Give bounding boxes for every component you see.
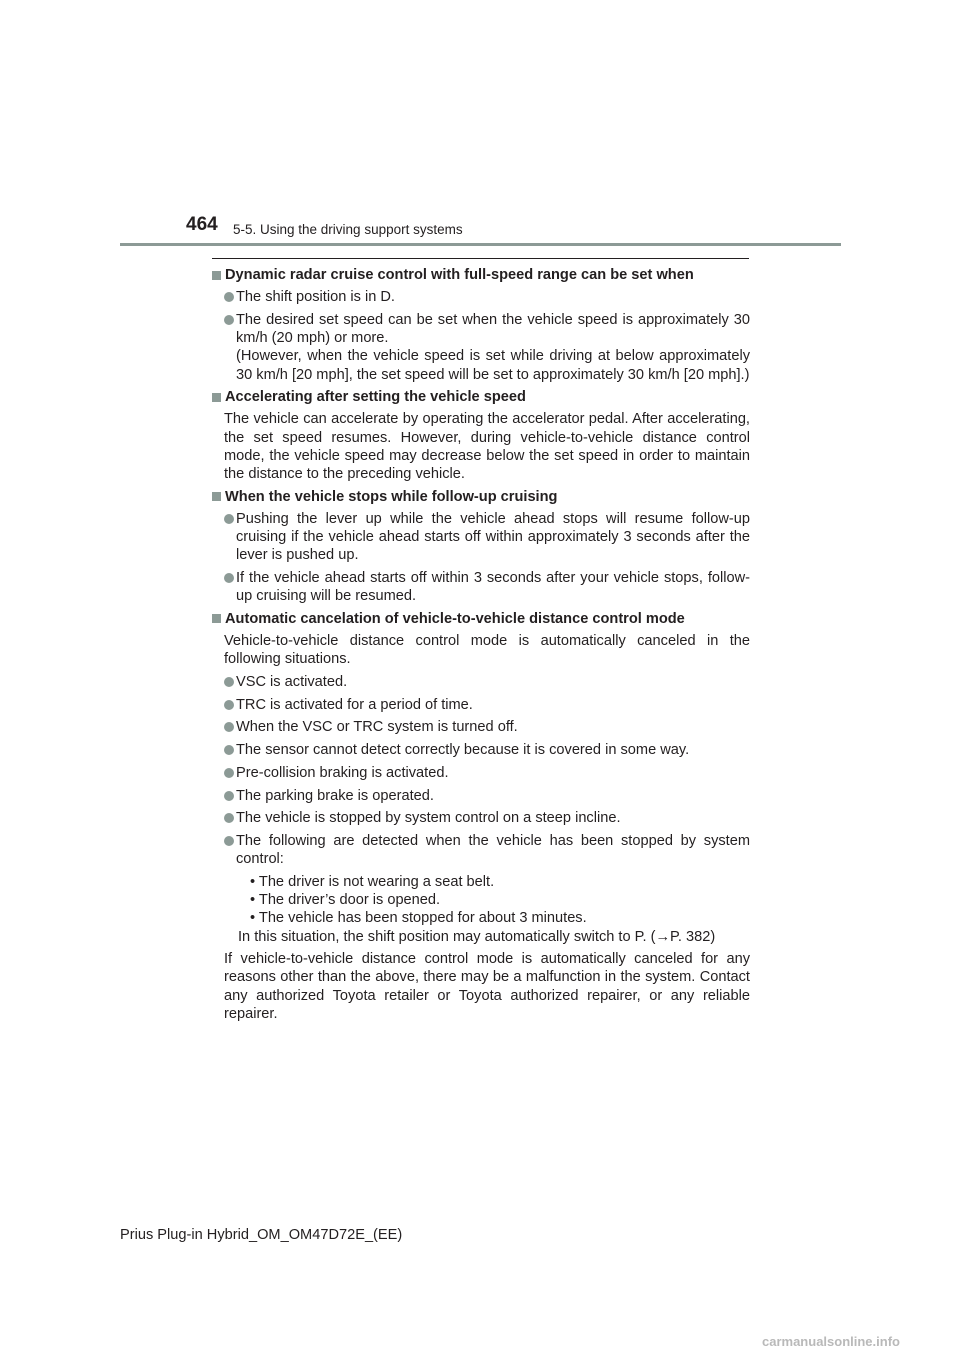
footer-doc-id: Prius Plug-in Hybrid_OM_OM47D72E_(EE) (120, 1227, 403, 1243)
circle-bullet-icon (224, 836, 234, 846)
section-heading: Dynamic radar cruise control with full-speed range can be set when (212, 266, 750, 284)
list-item: The parking brake is operated. (212, 787, 750, 805)
list-item: TRC is activated for a period of time. (212, 696, 750, 714)
section-heading: Accelerating after setting the vehicle speed (212, 388, 750, 406)
square-bullet-icon (212, 393, 221, 402)
list-item: When the VSC or TRC system is turned off. (212, 718, 750, 736)
circle-bullet-icon (224, 768, 234, 778)
list-item: The following are detected when the vehicle has been stopped by system control: (212, 832, 750, 868)
sub-list-item: • The driver is not wearing a seat belt. (250, 873, 495, 890)
header-rule (120, 243, 841, 246)
paragraph: Vehicle-to-vehicle distance control mode is automatically canceled in the following situations. (224, 633, 750, 668)
main-content (212, 266, 750, 1028)
section-title: 5-5. Using the driving support systems (233, 222, 463, 237)
section-heading: When the vehicle stops while follow-up cruising (212, 488, 750, 506)
list-item: The vehicle is stopped by system control on a steep incline. (212, 809, 750, 827)
circle-bullet-icon (224, 292, 234, 302)
paragraph: The vehicle can accelerate by operating the accelerator pedal. After accelerating, the set speed resumes. However, during vehicle-to-vehicle distance control mode, the vehicle speed may decrease below the set speed in order to maintain the distance to the preceding vehicle. (224, 411, 750, 483)
circle-bullet-icon (224, 813, 234, 823)
sub-list-item: • The vehicle has been stopped for about 3 minutes. (250, 910, 587, 927)
watermark: carmanualsonline.info (762, 1334, 900, 1349)
circle-bullet-icon (224, 315, 234, 325)
closing-paragraph: If vehicle-to-vehicle distance control mode is automatically canceled for any reasons other than the above, there may be a malfunction in the system. Contact any authorized Toyota retailer or Toyota authorized repairer, or any reliable repairer. (224, 951, 750, 1022)
circle-bullet-icon (224, 700, 234, 710)
square-bullet-icon (212, 492, 221, 501)
list-item: Pre-collision braking is activated. (212, 764, 750, 782)
list-item: If the vehicle ahead starts off within 3 seconds after your vehicle stops, follow-up cruising will be resumed. (212, 569, 750, 605)
square-bullet-icon (212, 614, 221, 623)
list-item-note: (However, when the vehicle speed is set while driving at below approximately 30 km/h [20 mph], the set speed will be set to approximately 30 km/h [20 mph].) (236, 348, 750, 383)
circle-bullet-icon (224, 573, 234, 583)
circle-bullet-icon (224, 514, 234, 524)
page-number: 464 (186, 214, 218, 235)
square-bullet-icon (212, 271, 221, 280)
list-item-text: The desired set speed can be set when the vehicle speed is approximately 30 km/h (20 mph) or more. (236, 311, 750, 347)
list-item: The sensor cannot detect correctly because it is covered in some way. (212, 741, 750, 759)
circle-bullet-icon (224, 745, 234, 755)
circle-bullet-icon (224, 791, 234, 801)
circle-bullet-icon (224, 722, 234, 732)
circle-bullet-icon (224, 677, 234, 687)
list-item: The shift position is in D. (212, 288, 750, 306)
content-rule (212, 258, 749, 259)
list-item: VSC is activated. (212, 673, 750, 691)
sub-list-item: • The driver’s door is opened. (250, 892, 441, 909)
list-item (212, 311, 750, 384)
list-item: Pushing the lever up while the vehicle ahead stops will resume follow-up cruising if the vehicle ahead starts off within approximately 3 seconds after the lever is pushed up. (212, 510, 750, 565)
sub-list-note: In this situation, the shift position may automatically switch to P. (→P. 382) (238, 928, 716, 945)
section-heading: Automatic cancelation of vehicle-to-vehicle distance control mode (212, 610, 750, 628)
